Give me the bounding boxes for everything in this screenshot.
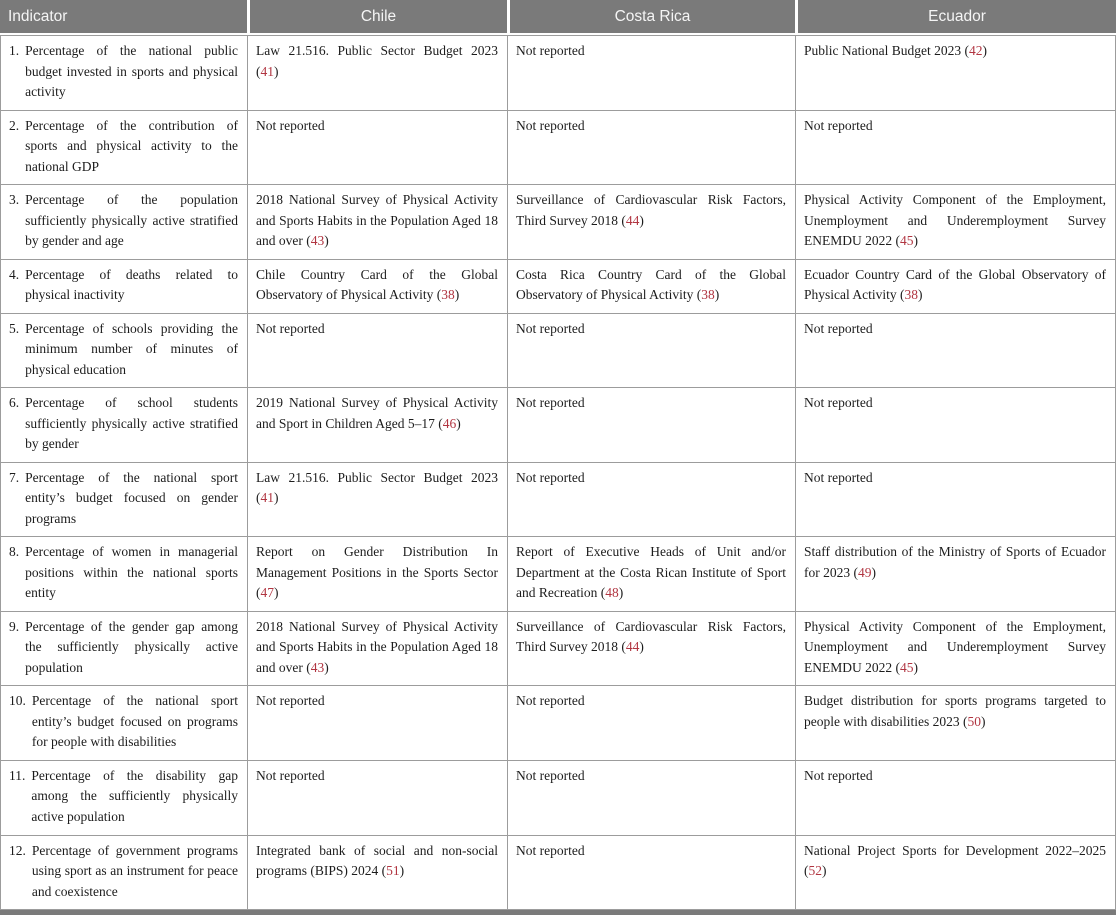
citation-ref[interactable]: 46 [442,415,457,431]
indicator-text: Percentage of school students sufficiently physically active stratified by gender [25,395,238,452]
ecuador-cell: Physical Activity Component of the Employment, Unemployment and Underemployment Survey ENEMDU 2022 (45) [795,185,1115,259]
indicator-cell [1,612,247,686]
indicator-cell [1,314,247,388]
table-row [1,761,1115,836]
table-row [1,260,1115,314]
costa-rica-cell: Surveillance of Cardiovascular Risk Factors, Third Survey 2018 (44) [507,185,795,259]
table-row [1,388,1115,463]
ecuador-cell: Public National Budget 2023 (42) [795,36,1115,110]
table-row [1,185,1115,260]
costa-rica-cell: Not reported [507,36,795,110]
ecuador-cell: Not reported [795,111,1115,185]
indicator-text: Percentage of the national sport entity’s budget focused on programs for people with disabilities [31,693,238,750]
indicator-number: 9. [9,618,20,634]
chile-cell: Not reported [247,314,507,388]
ecuador-cell: Not reported [795,463,1115,537]
citation-ref[interactable]: 44 [625,639,640,655]
ecuador-cell: Budget distribution for sports programs targeted to people with disabilities 2023 (50) [795,686,1115,760]
indicator-text: Percentage of the disability gap among the sufficiently physically active population [31,767,238,824]
indicator-cell [1,260,247,313]
citation-ref[interactable]: 45 [900,659,914,675]
table-bottom-border [0,910,1116,915]
indicator-number: 4. [9,266,20,282]
costa-rica-cell: Not reported [507,836,795,910]
table-row [1,314,1115,389]
chile-cell: 2018 National Survey of Physical Activity and Sports Habits in the Population Aged 18 and over (43) [247,612,507,686]
table-row [1,537,1115,612]
indicator-cell [1,537,247,611]
ecuador-cell: Not reported [795,388,1115,462]
indicator-number: 11. [9,767,26,783]
indicator-cell [1,836,247,910]
citation-ref[interactable]: 50 [967,713,981,729]
indicator-number: 2. [9,117,20,133]
citation-ref[interactable]: 43 [310,659,325,675]
indicator-number: 12. [9,842,26,858]
table-row [1,612,1115,687]
column-header-costa-rica: Costa Rica [507,0,795,33]
citation-ref[interactable]: 48 [605,585,619,601]
indicator-number: 5. [9,320,20,336]
citation-ref[interactable]: 47 [260,585,274,601]
column-header-chile: Chile [247,0,507,33]
chile-cell: Law 21.516. Public Sector Budget 2023 (41) [247,463,507,537]
chile-cell: 2018 National Survey of Physical Activity and Sports Habits in the Population Aged 18 and over (43) [247,185,507,259]
chile-cell: 2019 National Survey of Physical Activity and Sport in Children Aged 5–17 (46) [247,388,507,462]
ecuador-cell: Staff distribution of the Ministry of Sports of Ecuador for 2023 (49) [795,537,1115,611]
citation-ref[interactable]: 49 [858,564,872,580]
indicator-text: Percentage of government programs using sport as an instrument for peace and coexistence [31,842,238,899]
indicator-text: Percentage of the population sufficiently physically active stratified by gender and age [25,192,238,249]
chile-cell: Report on Gender Distribution In Management Positions in the Sports Sector (47) [247,537,507,611]
indicator-number: 1. [9,43,20,58]
costa-rica-cell: Costa Rica Country Card of the Global Observatory of Physical Activity (38) [507,260,795,313]
indicator-number: 3. [9,192,20,208]
indicator-text: Percentage of the national sport entity’s budget focused on gender programs [25,469,238,526]
chile-cell: Chile Country Card of the Global Observatory of Physical Activity (38) [247,260,507,313]
chile-cell: Not reported [247,111,507,185]
indicator-text: Percentage of women in managerial positions within the national sports entity [25,544,238,601]
chile-cell: Not reported [247,686,507,760]
ecuador-cell: National Project Sports for Development 2022–2025 (52) [795,836,1115,910]
chile-cell: Not reported [247,761,507,835]
citation-ref[interactable]: 41 [260,490,274,506]
table-row [1,686,1115,761]
citation-ref[interactable]: 44 [625,212,640,228]
indicator-cell [1,686,247,760]
table-row [1,836,1115,911]
ecuador-cell: Ecuador Country Card of the Global Observatory of Physical Activity (38) [795,260,1115,313]
indicator-text: Percentage of the gender gap among the sufficiently physically active population [25,618,238,675]
indicator-text: Percentage of deaths related to physical inactivity [25,266,238,303]
chile-cell: Law 21.516. Public Sector Budget 2023 (41) [247,36,507,110]
costa-rica-cell: Surveillance of Cardiovascular Risk Factors, Third Survey 2018 (44) [507,612,795,686]
indicator-number: 7. [9,469,20,485]
indicator-text: Percentage of schools providing the minimum number of minutes of physical education [25,320,238,377]
table-row [1,463,1115,538]
citation-ref[interactable]: 52 [808,863,822,879]
indicator-cell [1,185,247,259]
costa-rica-cell: Not reported [507,388,795,462]
ecuador-cell: Not reported [795,761,1115,835]
citation-ref[interactable]: 51 [386,863,400,879]
citation-ref[interactable]: 38 [904,287,918,303]
ecuador-cell: Not reported [795,314,1115,388]
column-header-ecuador: Ecuador [795,0,1116,33]
indicator-cell [1,463,247,537]
chile-cell: Integrated bank of social and non-social programs (BIPS) 2024 (51) [247,836,507,910]
costa-rica-cell: Not reported [507,314,795,388]
table-row [1,36,1115,111]
indicator-cell [1,761,247,835]
indicator-cell [1,36,247,110]
table-body [0,35,1116,910]
costa-rica-cell: Not reported [507,761,795,835]
citation-ref[interactable]: 41 [260,63,274,79]
costa-rica-cell: Report of Executive Heads of Unit and/or Department at the Costa Rican Institute of Sport and Recreation (48) [507,537,795,611]
indicator-cell [1,111,247,185]
costa-rica-cell: Not reported [507,111,795,185]
costa-rica-cell: Not reported [507,463,795,537]
column-header-indicator: Indicator [0,0,247,33]
citation-ref[interactable]: 38 [441,287,455,303]
costa-rica-cell: Not reported [507,686,795,760]
indicator-text: Percentage of the national public budget invested in sports and physical activity [25,43,238,100]
indicator-text: Percentage of the contribution of sports and physical activity to the national GDP [25,117,238,174]
indicator-number: 8. [9,544,20,560]
table-row [1,111,1115,186]
indicator-cell [1,388,247,462]
citation-ref[interactable]: 42 [968,43,983,58]
ecuador-cell: Physical Activity Component of the Employment, Unemployment and Underemployment Survey ENEMDU 2022 (45) [795,612,1115,686]
citation-ref[interactable]: 43 [310,233,325,249]
citation-ref[interactable]: 38 [701,287,715,303]
table-header-row [0,0,1116,33]
indicator-number: 10. [9,693,26,709]
citation-ref[interactable]: 45 [900,233,914,249]
indicator-number: 6. [9,395,20,411]
